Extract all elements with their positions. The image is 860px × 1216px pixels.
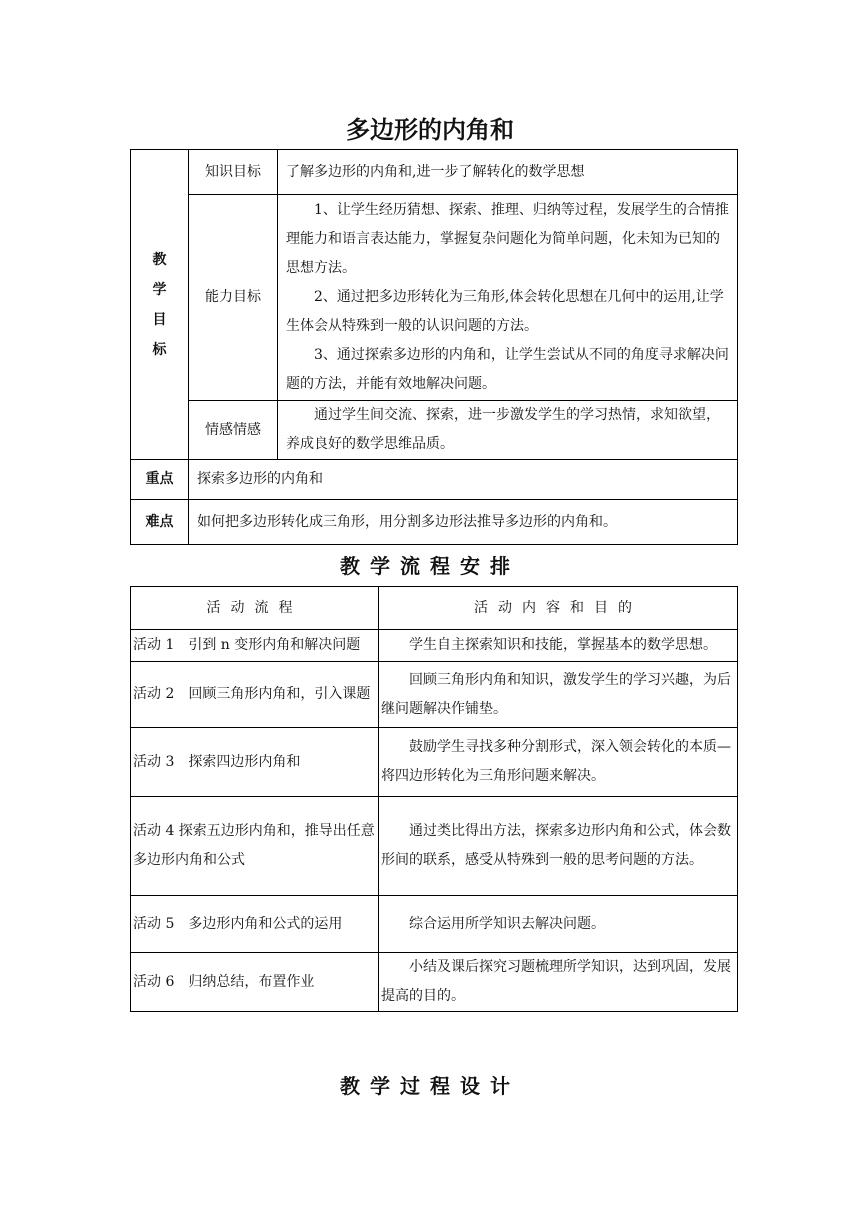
table-row	[131, 662, 738, 728]
ability-paragraph: 1、让学生经历猜想、探索、推理、归纳等过程，发展学生的合情推理能力和语言表达能力，掌握复杂问题化为简单问题，化未知为已知的思想方法。	[286, 202, 729, 276]
emotion-goal-text: 通过学生间交流、探索，进一步激发学生的学习热情，求知欲望，养成良好的数学思维品质。	[278, 401, 738, 460]
content-cell: 鼓励学生寻找多种分割形式，深入领会转化的本质—将四边形转化为三角形问题来解决。	[379, 728, 738, 797]
content-cell: 通过类比得出方法，探索多边形内角和公式，体会数形间的联系，感受从特殊到一般的思考问题的方法。	[379, 797, 738, 896]
table-row	[131, 630, 738, 662]
difficulty-label: 难点	[131, 500, 189, 545]
key-point-label: 重点	[131, 460, 189, 500]
flow-header-activity: 活动流程	[131, 587, 379, 630]
activity-cell: 活动 5 多边形内角和公式的运用	[131, 896, 379, 953]
content-cell: 综合运用所学知识去解决问题。	[379, 896, 738, 953]
emotion-goal-label: 情感情感	[189, 401, 278, 460]
knowledge-goal-text: 了解多边形的内角和,进一步了解转化的数学思想	[278, 150, 738, 195]
content-cell: 小结及课后探究习题梳理所学知识，达到巩固，发展提高的目的。	[379, 953, 738, 1012]
activity-cell: 活动 6 归纳总结，布置作业	[131, 953, 379, 1012]
teaching-goals-table	[130, 149, 738, 545]
key-point-text: 探索多边形的内角和	[189, 460, 738, 500]
table-row	[131, 953, 738, 1012]
ability-goal-label: 能力目标	[189, 195, 278, 401]
design-title: 教学过程设计	[340, 1074, 520, 1098]
activity-cell: 活动 4 探索五边形内角和，推导出任意多边形内角和公式	[131, 797, 379, 896]
table-row	[131, 728, 738, 797]
activity-cell: 活动 3 探索四边形内角和	[131, 728, 379, 797]
ability-paragraph: 3、通过探索多边形的内角和，让学生尝试从不同的角度寻求解决问题的方法，并能有效地解决问题。	[286, 347, 729, 392]
content-cell: 回顾三角形内角和知识，激发学生的学习兴趣，为后继问题解决作铺垫。	[379, 662, 738, 728]
content-cell: 学生自主探索知识和技能，掌握基本的数学思想。	[379, 630, 738, 662]
flow-title: 教学流程安排	[340, 554, 520, 578]
teaching-flow-table	[130, 586, 738, 1012]
activity-cell: 活动 2 回顾三角形内角和，引入课题	[131, 662, 379, 728]
table-row	[131, 797, 738, 896]
ability-goal-text	[278, 195, 738, 401]
knowledge-goal-label: 知识目标	[189, 150, 278, 195]
difficulty-text: 如何把多边形转化成三角形，用分割多边形法推导多边形的内角和。	[189, 500, 738, 545]
page-title: 多边形的内角和	[346, 116, 514, 144]
flow-header-content: 活动内容和目的	[379, 587, 738, 630]
goals-group-label: 教 学 目 标	[131, 150, 189, 460]
activity-cell: 活动 1 引到 n 变形内角和解决问题	[131, 630, 379, 662]
table-row	[131, 896, 738, 953]
ability-paragraph: 2、通过把多边形转化为三角形,体会转化思想在几何中的运用,让学生体会从特殊到一般的认识问题的方法。	[286, 289, 724, 334]
